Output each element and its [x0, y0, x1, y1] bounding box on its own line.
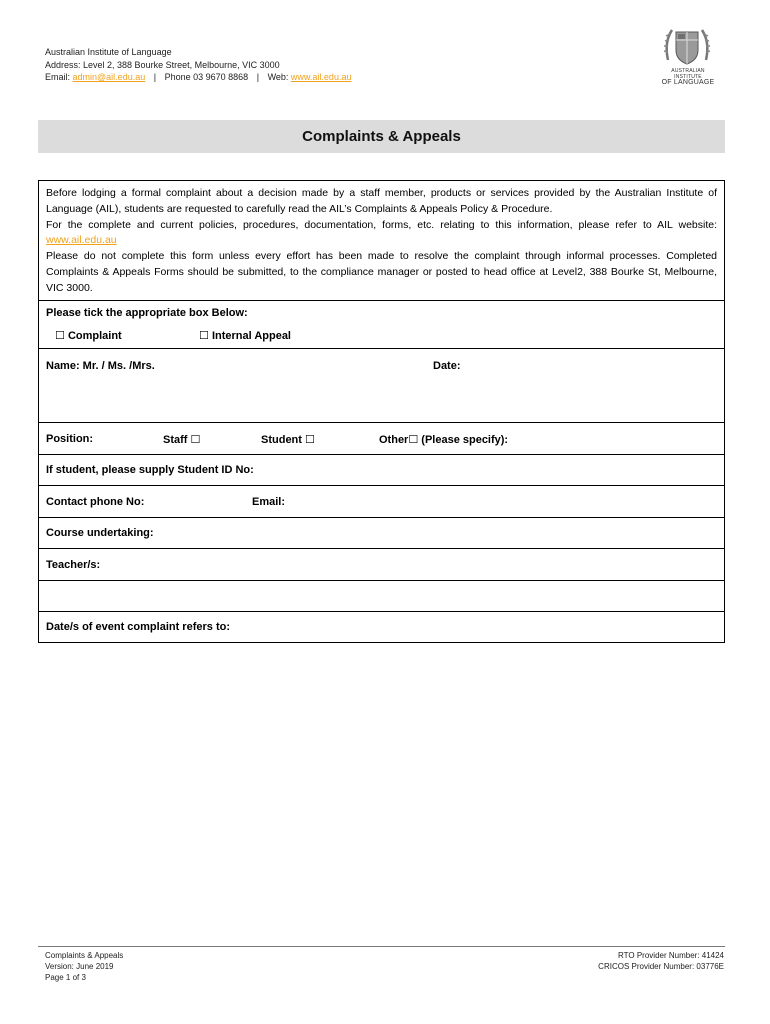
name-label: Name: Mr. / Ms. /Mrs.: [46, 360, 155, 372]
separator: |: [153, 72, 157, 82]
date-label: Date:: [433, 360, 461, 372]
teachers-row[interactable]: [39, 549, 724, 581]
footer-document-info: [45, 950, 123, 983]
footer-divider: [38, 946, 725, 947]
complaint-checkbox[interactable]: ☐: [55, 329, 65, 342]
contact-line: [45, 71, 351, 84]
student-label: Student: [261, 434, 302, 446]
other-option[interactable]: [379, 433, 508, 446]
other-specify-label: (Please specify):: [421, 434, 509, 446]
footer-provider-info: [598, 950, 724, 972]
page-title: Complaints & Appeals: [38, 120, 725, 153]
event-dates-row[interactable]: [39, 612, 724, 642]
contact-phone-label: Contact phone No:: [46, 496, 145, 508]
website-link[interactable]: www.ail.edu.au: [46, 234, 117, 247]
footer-doc-title: Complaints & Appeals: [45, 951, 124, 960]
cricos-number: CRICOS Provider Number: 03776E: [598, 962, 724, 971]
complaint-form: [38, 180, 725, 643]
letterhead: [45, 46, 351, 84]
other-label: Other: [379, 434, 409, 446]
position-row: [39, 423, 724, 455]
web-label: Web:: [267, 72, 289, 82]
staff-label: Staff: [163, 434, 188, 446]
intro-section: [39, 181, 724, 301]
contact-row[interactable]: [39, 486, 724, 518]
staff-checkbox[interactable]: ☐: [190, 433, 201, 446]
logo-wordmark: [660, 68, 716, 86]
logo-line-1: AUSTRALIAN INSTITUTE: [671, 68, 705, 80]
staff-option[interactable]: [163, 433, 200, 446]
intro-paragraph-3: Please do not complete this form unless every effort has been made to resolve the complaint through informal processes. Completed Complaints & Appeals Forms should be submitted, to the compliance manager or posted to head office at Level2, 388 Bourke St, Melbourne, VIC 3000.: [46, 250, 717, 294]
email-link[interactable]: admin@ail.edu.au: [72, 72, 146, 82]
complaint-option[interactable]: [55, 329, 122, 342]
phone-text: Phone 03 9670 8868: [164, 72, 249, 82]
other-checkbox[interactable]: ☐: [408, 433, 419, 446]
email-field-label: Email:: [252, 496, 286, 508]
position-label: Position:: [46, 433, 94, 445]
complaint-label: Complaint: [67, 330, 122, 342]
tick-section: [39, 301, 724, 349]
tick-instruction: Please tick the appropriate box Below:: [46, 307, 248, 319]
event-dates-label: Date/s of event complaint refers to:: [46, 621, 230, 633]
course-label: Course undertaking:: [46, 527, 154, 539]
web-link[interactable]: www.ail.edu.au: [290, 72, 352, 82]
internal-appeal-label: Internal Appeal: [211, 330, 291, 342]
internal-appeal-option[interactable]: [199, 329, 291, 342]
student-checkbox[interactable]: ☐: [305, 433, 315, 446]
intro-paragraph-2: [46, 218, 717, 250]
course-row[interactable]: [39, 518, 724, 549]
footer-version: Version: June 2019: [45, 962, 114, 971]
org-name: Australian Institute of Language: [45, 47, 172, 57]
rto-number: RTO Provider Number: 41424: [618, 951, 724, 960]
student-option[interactable]: [261, 433, 315, 446]
internal-appeal-checkbox[interactable]: ☐: [199, 329, 209, 342]
teachers-label: Teacher/s:: [46, 559, 101, 571]
intro-paragraph-1: Before lodging a formal complaint about a decision made by a staff member, products or services provided by the Australian Institute of Language (AIL), students are requested to carefully read the AIL’s Complaints & Appeals Policy & Procedure.: [46, 187, 717, 215]
student-id-row[interactable]: [39, 455, 724, 486]
student-id-label: If student, please supply Student ID No:: [46, 464, 254, 476]
footer-page-number: Page 1 of 3: [45, 973, 86, 982]
teachers-blank-row[interactable]: [39, 581, 724, 612]
name-date-row[interactable]: [39, 349, 724, 423]
logo-line-2: OF LANGUAGE: [661, 79, 715, 86]
email-label: Email:: [45, 72, 71, 82]
org-address: Address: Level 2, 388 Bourke Street, Melbourne, VIC 3000: [45, 59, 280, 70]
intro-paragraph-2-text: For the complete and current policies, procedures, documentation, forms, etc. relating to this information, please refer to AIL website:: [46, 218, 717, 231]
separator: |: [256, 72, 260, 82]
